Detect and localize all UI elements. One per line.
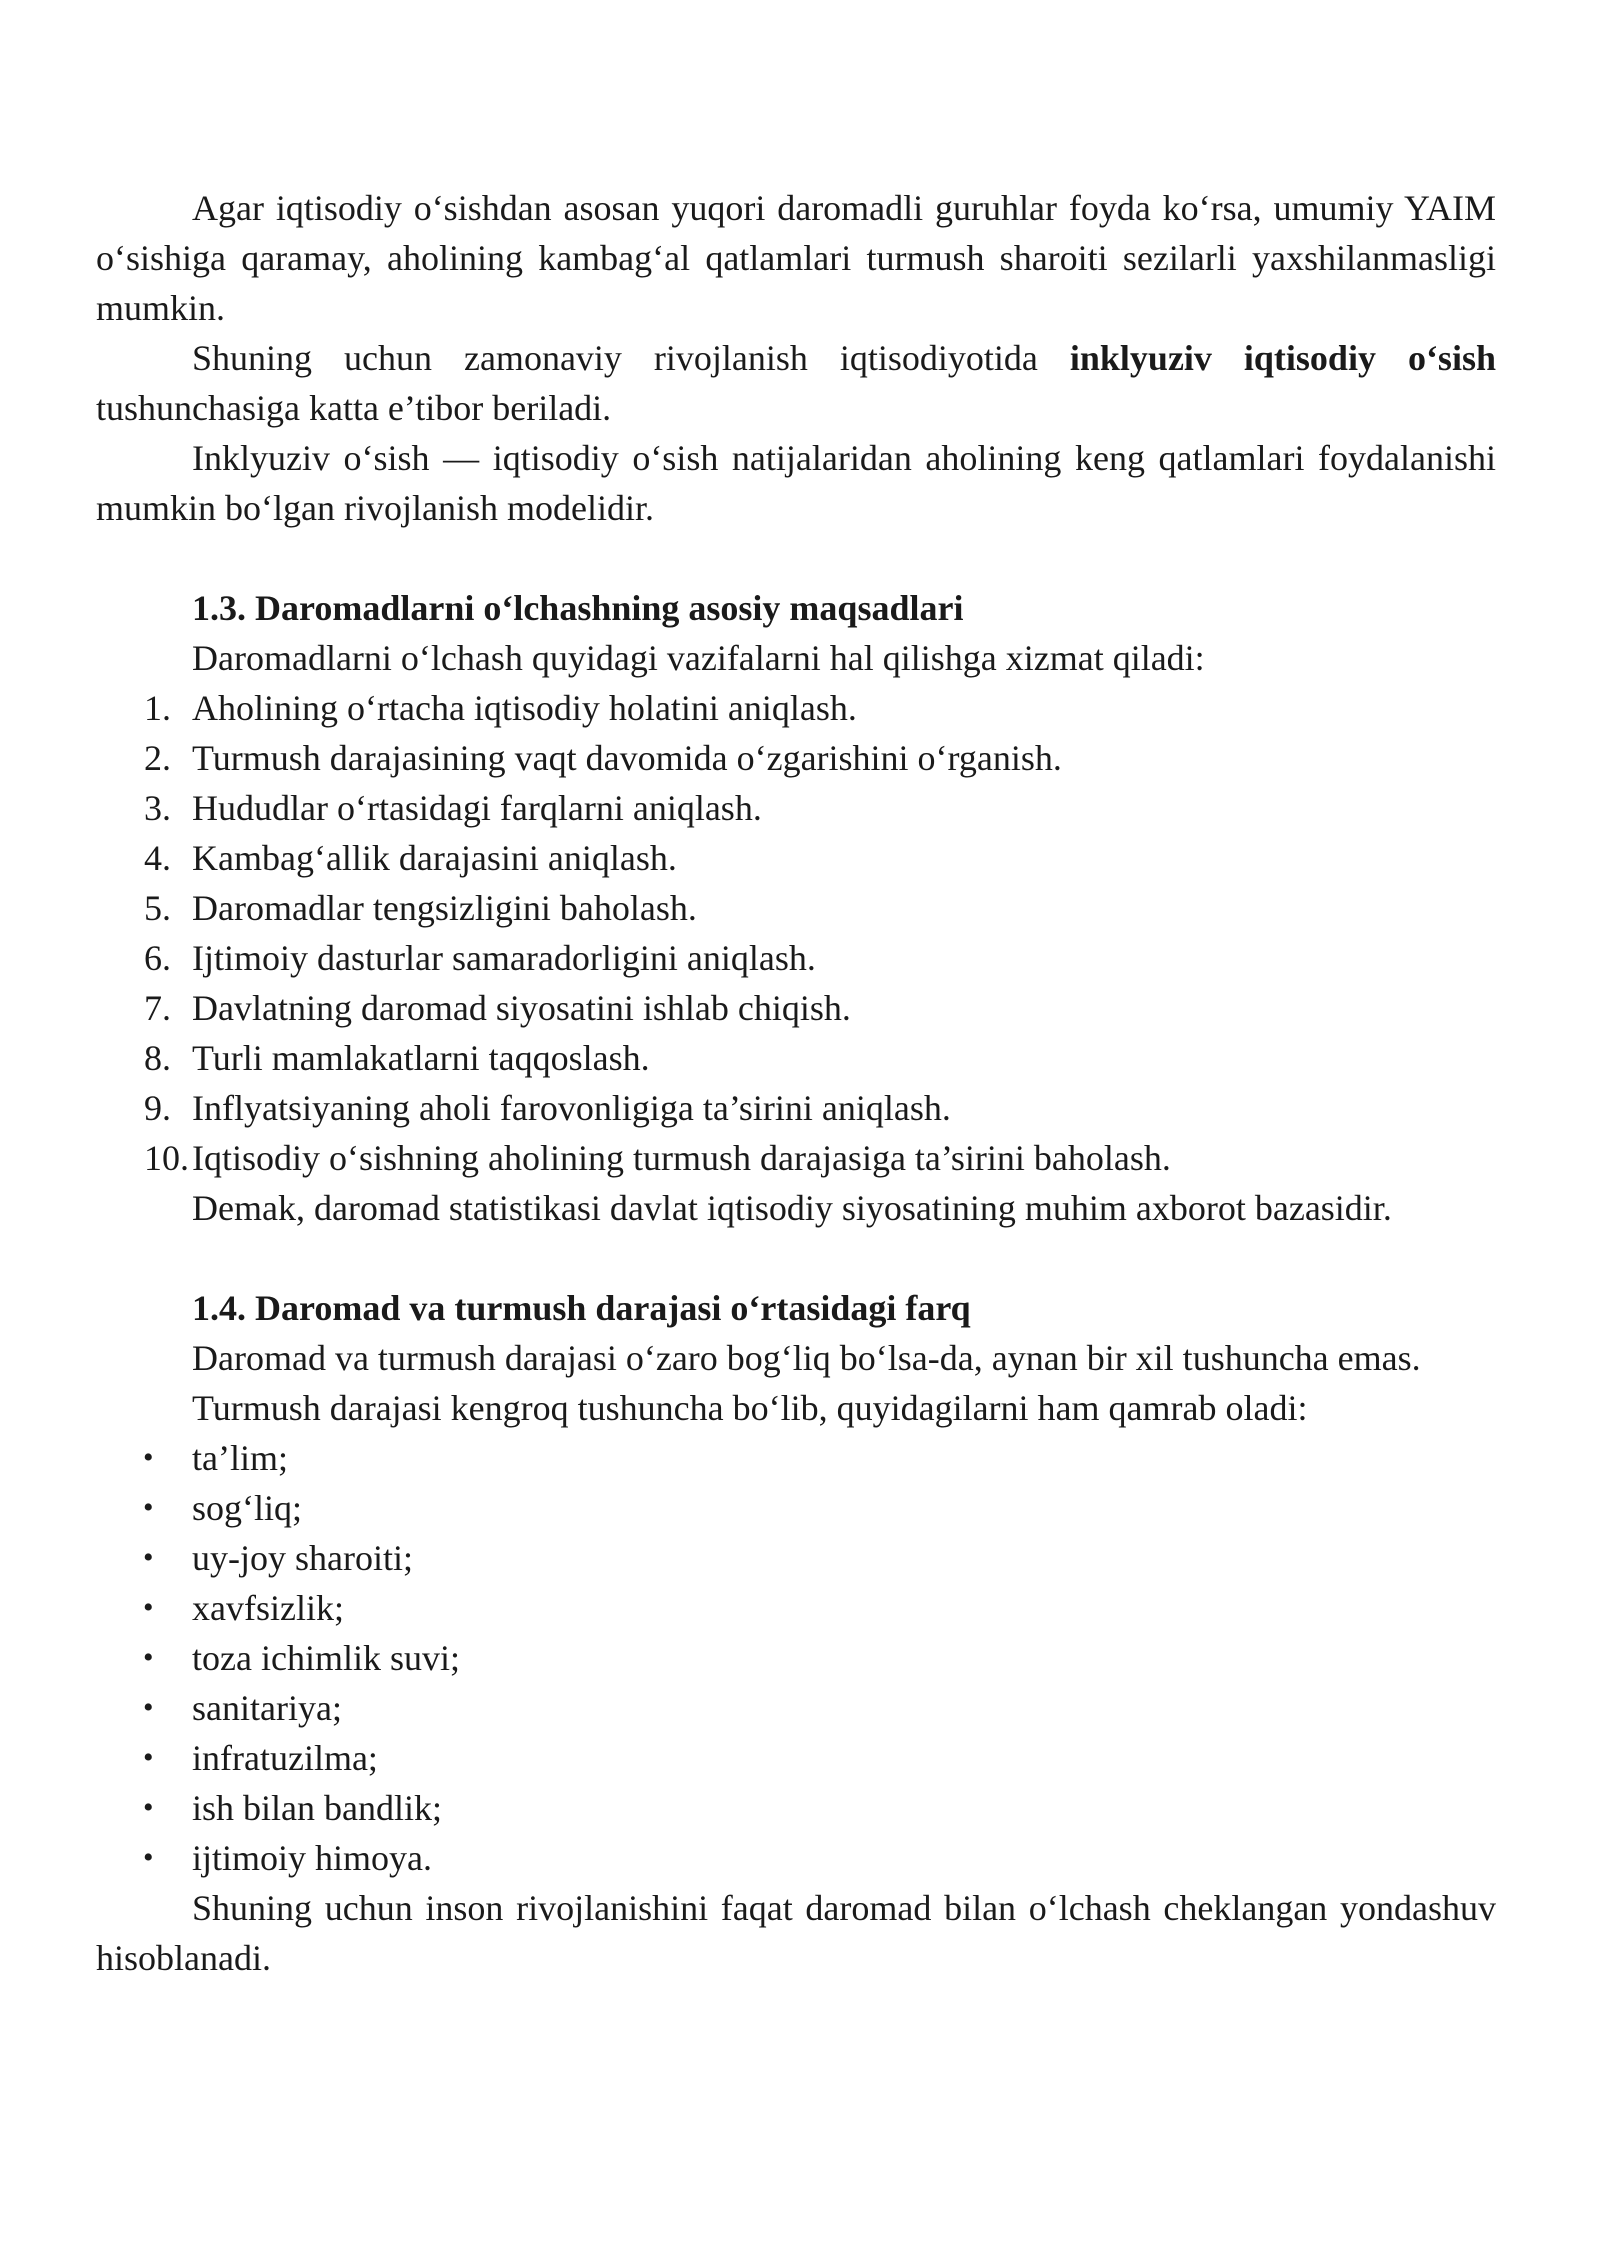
list-item — [96, 733, 1496, 783]
section-heading-1-3: 1.3. Daromadlarni o‘lchashning asosiy maqsadlari — [192, 588, 964, 628]
list-item-text: Kambag‘allik darajasini aniqlash. — [192, 838, 677, 878]
list-number: 3. — [144, 788, 171, 828]
bullet-item-text: ta’lim; — [192, 1438, 288, 1478]
paragraph-inclusive-intro — [96, 333, 1496, 433]
paragraph-inclusive-definition: Inklyuziv o‘sish — iqtisodiy o‘sish natijalaridan aholining keng qatlamlari foydalanishi mumkin bo‘lgan rivojlanish modelidir. — [96, 438, 1496, 528]
list-number: 6. — [144, 938, 171, 978]
bullet-icon: • — [143, 1741, 154, 1774]
list-item-text: Turli mamlakatlarni taqqoslash. — [192, 1038, 650, 1078]
paragraph-inequality: Agar iqtisodiy o‘sishdan asosan yuqori daromadli guruhlar foyda ko‘rsa, umumiy YAIM o‘sishiga qaramay, aholining kambag‘al qatlamlari turmush sharoiti sezilarli yaxshilanmasligi mumkin. — [96, 188, 1496, 328]
list-number: 1. — [144, 688, 171, 728]
bullet-item — [96, 1483, 1496, 1533]
bullet-item-text: infratuzilma; — [192, 1738, 378, 1778]
list-number: 5. — [144, 888, 171, 928]
bullet-item-text: toza ichimlik suvi; — [192, 1638, 460, 1678]
bullet-item-text: sog‘liq; — [192, 1488, 303, 1528]
bullet-item — [96, 1433, 1496, 1483]
list-item — [96, 833, 1496, 883]
list-number: 9. — [144, 1088, 171, 1128]
bullet-icon: • — [143, 1641, 154, 1674]
bullet-item-text: xavfsizlik; — [192, 1588, 344, 1628]
bullet-icon: • — [143, 1441, 154, 1474]
bullet-icon: • — [143, 1841, 154, 1874]
section-1-3-conclusion: Demak, daromad statistikasi davlat iqtisodiy siyosatining muhim axborot bazasidir. — [192, 1188, 1392, 1228]
bullet-icon: • — [143, 1791, 154, 1824]
bullet-list-living-standard — [96, 1433, 1496, 1883]
section-1-4-paragraph-2: Turmush darajasi kengroq tushuncha bo‘lib, quyidagilarni ham qamrab oladi: — [192, 1388, 1308, 1428]
list-item — [96, 1083, 1496, 1133]
section-1-3-intro: Daromadlarni o‘lchash quyidagi vazifalarni hal qilishga xizmat qiladi: — [192, 638, 1205, 678]
list-item — [96, 783, 1496, 833]
list-number: 7. — [144, 988, 171, 1028]
list-item-text: Inflyatsiyaning aholi farovonligiga ta’sirini aniqlash. — [192, 1088, 951, 1128]
bullet-item-text: uy-joy sharoiti; — [192, 1538, 413, 1578]
list-item — [96, 883, 1496, 933]
document-page — [96, 183, 1496, 1983]
list-item — [96, 1033, 1496, 1083]
list-item-text: Iqtisodiy o‘sishning aholining turmush darajasiga ta’sirini baholash. — [192, 1138, 1171, 1178]
list-item-text: Hududlar o‘rtasidagi farqlarni aniqlash. — [192, 788, 762, 828]
list-item — [96, 683, 1496, 733]
list-number: 2. — [144, 738, 171, 778]
bullet-item — [96, 1583, 1496, 1633]
list-item — [96, 933, 1496, 983]
paragraph-inclusive-intro-text: Shuning uchun zamonaviy rivojlanish iqtisodiyotida — [192, 338, 1070, 378]
section-heading-1-4: 1.4. Daromad va turmush darajasi o‘rtasidagi farq — [192, 1288, 971, 1328]
list-item — [96, 983, 1496, 1033]
bullet-item — [96, 1783, 1496, 1833]
bullet-item-text: sanitariya; — [192, 1688, 342, 1728]
paragraph-inclusive-intro-tail: tushunchasiga katta e’tibor beriladi. — [96, 388, 612, 428]
list-number: 10. — [144, 1138, 189, 1178]
numbered-list-goals — [96, 683, 1496, 1183]
list-number: 8. — [144, 1038, 171, 1078]
bullet-item — [96, 1833, 1496, 1883]
section-1-4-paragraph-1: Daromad va turmush darajasi o‘zaro bog‘liq bo‘lsa-da, aynan bir xil tushuncha emas. — [192, 1338, 1421, 1378]
bullet-icon: • — [143, 1691, 154, 1724]
list-item-text: Davlatning daromad siyosatini ishlab chiqish. — [192, 988, 851, 1028]
list-item — [96, 1133, 1496, 1183]
list-item-text: Aholining o‘rtacha iqtisodiy holatini aniqlash. — [192, 688, 857, 728]
list-item-text: Turmush darajasining vaqt davomida o‘zgarishini o‘rganish. — [192, 738, 1062, 778]
list-item-text: Ijtimoiy dasturlar samaradorligini aniqlash. — [192, 938, 816, 978]
list-item-text: Daromadlar tengsizligini baholash. — [192, 888, 697, 928]
bullet-icon: • — [143, 1491, 154, 1524]
section-1-4-conclusion: Shuning uchun inson rivojlanishini faqat daromad bilan o‘lchash cheklangan yondashuv hisoblanadi. — [96, 1888, 1496, 1978]
bullet-item-text: ish bilan bandlik; — [192, 1788, 442, 1828]
bullet-item — [96, 1633, 1496, 1683]
bullet-item-text: ijtimoiy himoya. — [192, 1838, 432, 1878]
list-number: 4. — [144, 838, 171, 878]
bullet-icon: • — [143, 1541, 154, 1574]
bullet-item — [96, 1733, 1496, 1783]
bullet-icon: • — [143, 1591, 154, 1624]
bold-term-inclusive-growth: inklyuziv iqtisodiy o‘sish — [1069, 338, 1496, 378]
bullet-item — [96, 1683, 1496, 1733]
bullet-item — [96, 1533, 1496, 1583]
